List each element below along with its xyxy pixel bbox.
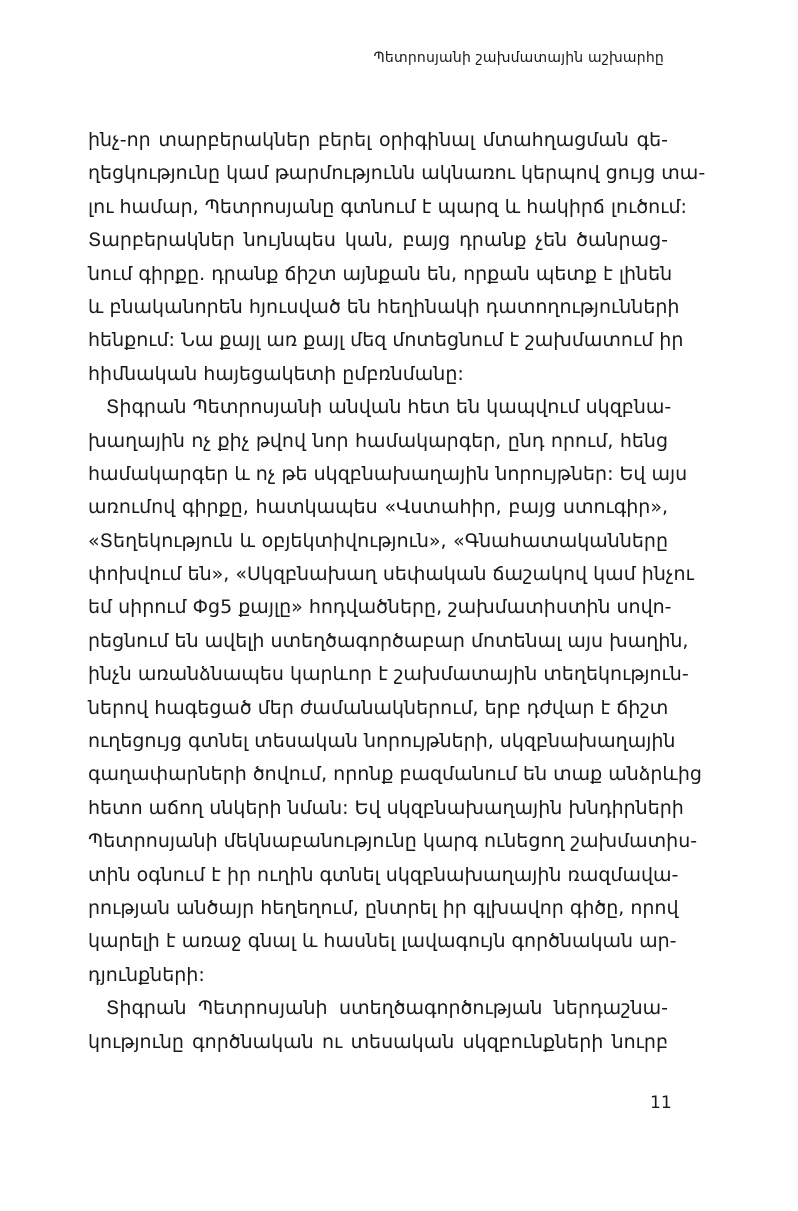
text-line: հիմնական հայեցակետի ըմբռնմանը: — [88, 362, 464, 385]
text-line: փոխվում են», «Սկզբնախաղ սեփական ճաշակով կամ ինչու — [88, 563, 694, 586]
running-header: Պետրոսյանի շախմատային աշխարհը — [373, 50, 664, 66]
text-line: րության անծայր հեղեղում, ընտրել իր գլխավոր գիծը, որով — [88, 896, 679, 919]
text-line: կարելի է առաջ գնալ և հասնել լավագույն գործնական ար- — [88, 930, 677, 953]
text-line: Տիգրան Պետրոսյանի ստեղծագործության ներդաշնա- — [106, 997, 668, 1020]
text-line: և բնականորեն հյուսված են հեղինակի դատողությունների — [88, 295, 680, 318]
text-line: դյունքների: — [88, 963, 205, 986]
page-number: 11 — [650, 1093, 672, 1113]
text-line: ուղեցույց գտնել տեսական նորույթների, սկզբնախաղային — [88, 730, 676, 753]
text-line: ինչն առանձնապես կարևոր է շախմատային տեղեկություն- — [88, 663, 689, 686]
text-line: «Տեղեկություն և օբյեկտիվություն», «Գնահատականները — [88, 529, 668, 552]
text-line: Պետրոսյանի մեկնաբանությունը կարգ ունեցող շախմատիս- — [88, 830, 698, 853]
text-line: ներով հագեցած մեր ժամանակներում, երբ դժվար է ճիշտ — [88, 696, 669, 719]
text-line: Տիգրան Պետրոսյանի անվան հետ են կապվում սկզբնա- — [106, 396, 672, 419]
text-line: հետո աճող սնկերի նման: Եվ սկզբնախաղային խնդիրների — [88, 796, 684, 819]
text-line: կությունը գործնական ու տեսական սկզբունքների նուրբ — [88, 1030, 668, 1053]
text-line: նում գիրքը. դրանք ճիշտ այնքան են, որքան պետք է լինեն — [88, 262, 673, 285]
text-line: րեցնում են ավելի ստեղծագործաբար մոտենալ այս խաղին, — [88, 629, 689, 652]
text-line: հենքում: Նա քայլ առ քայլ մեզ մոտեցնում է շախմատում իր — [88, 329, 684, 352]
text-line: եմ սիրում Փg5 քայլը» հոդվածները, շախմատիստին սովո- — [88, 596, 672, 619]
text-line: լու համար, Պետրոսյանը գտնում է պարզ և հակիրճ լուծում: — [88, 195, 687, 218]
text-line: ղեցկությունը կամ թարմությունն ակնառու կերպով ցույց տա- — [88, 162, 706, 185]
text-line: խաղային ոչ քիչ թվով նոր համակարգեր, ընդ որում, հենց — [88, 429, 668, 452]
text-line: գաղափարների ծովում, որոնք բազմանում են տաք անձրևից — [88, 763, 702, 786]
text-line: ինչ-որ տարբերակներ բերել օրիգինալ մտահղացման գե- — [88, 129, 668, 151]
text-line: համակարգեր և ոչ թե սկզբնախաղային նորույթներ: Եվ այս — [88, 462, 688, 485]
text-line: տին օգնում է իր ուղին գտնել սկզբնախաղային ռազմավա- — [88, 863, 679, 886]
text-line: առումով գիրքը, հատկապես «Վստահիր, բայց ստուգիր», — [88, 496, 668, 519]
body-text — [88, 124, 706, 1059]
text-line: Տարբերակներ նույնպես կան, բայց դրանք չեն ծանրաց- — [88, 229, 668, 252]
